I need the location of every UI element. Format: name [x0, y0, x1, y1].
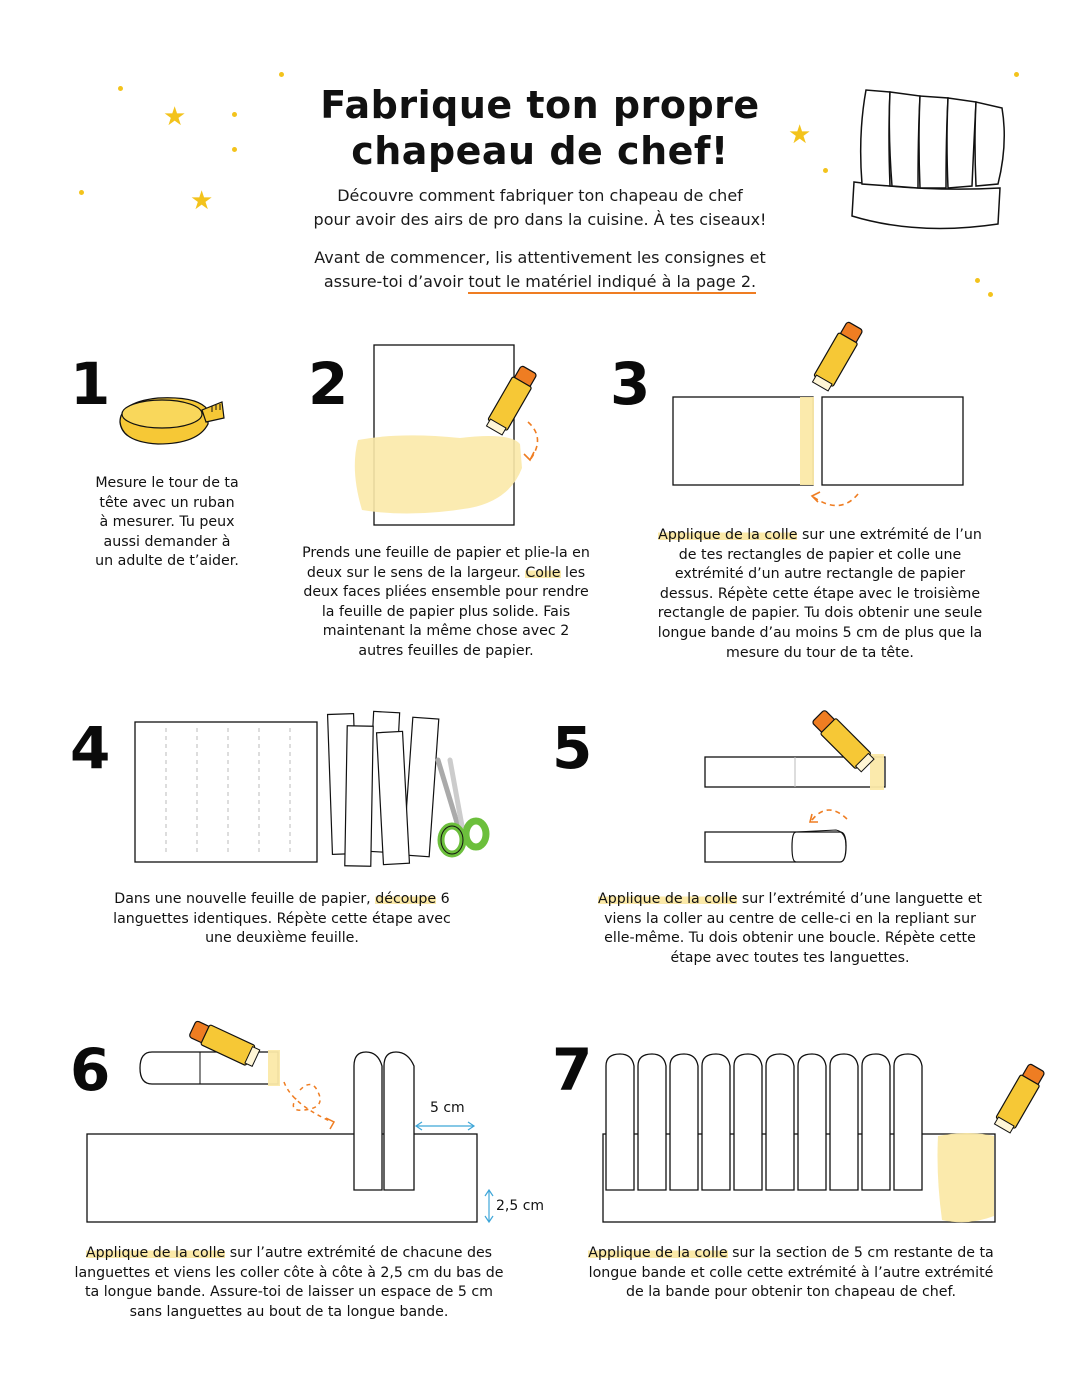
step-2-highlight: Colle: [525, 564, 561, 581]
step-4-text-end: 6 languettes identiques. Répète cette étape avec une deuxième feuille.: [113, 891, 451, 947]
dot-decoration: [232, 147, 237, 152]
glue-stick-icon: [986, 1060, 1056, 1140]
label-2-5cm: 2,5 cm: [496, 1198, 545, 1214]
step-number-7: 7: [552, 1036, 593, 1104]
step-2-description: [300, 544, 592, 662]
step-7-text: sur la section de 5 cm restante de ta longue bande et colle cette extrémité à l’autre extrémité de la bande pour obtenir ton chapeau de chef.: [588, 1245, 994, 1301]
step-number-1: 1: [70, 350, 111, 418]
intro-2-text: assure-toi d’avoir: [323, 272, 469, 291]
step-6-highlight: Applique de la colle: [85, 1245, 226, 1261]
intro-2-line-1: Avant de commencer, lis attentivement les consignes et: [314, 248, 766, 267]
step-3-description: [652, 526, 988, 663]
step-4-description: [112, 890, 452, 949]
step-5-description: [592, 890, 988, 968]
intro-1-line-2: pour avoir des airs de pro dans la cuisine. À tes ciseaux!: [313, 210, 767, 229]
title-line-2: chapeau de chef!: [351, 129, 729, 173]
glue-stick-icon: [804, 318, 874, 398]
chef-hat-icon: [848, 84, 1028, 234]
intro-2-line-2: [260, 270, 820, 294]
step-3-text: sur une extrémité de l’un de tes rectangles de papier et colle une extrémité d’un autre rectangle de papier dessus. Répète cette étape avec le troisième rectangle de papier. Tu dois obtenir une seule longue bande d’au moins 5 cm de plus que la mesure du tour de ta tête.: [657, 527, 983, 661]
step-5-highlight: Applique de la colle: [597, 891, 738, 907]
step-7-highlight: Applique de la colle: [588, 1245, 728, 1261]
star-icon: ★: [190, 186, 214, 216]
scissors-icon: [428, 756, 498, 866]
step-number-4: 4: [70, 714, 111, 782]
step-2-text-end: les deux faces pliées ensemble pour rendre la feuille de papier plus solide. Fais maintenant la même chose avec 2 autres feuilles de papier.: [303, 564, 589, 659]
dot-decoration: [232, 112, 237, 117]
dot-decoration: [279, 72, 284, 77]
intro-paragraph-2: [260, 246, 820, 294]
step-number-2: 2: [308, 350, 349, 418]
step-7-description: [580, 1244, 1002, 1303]
page-title: [250, 82, 830, 174]
step-6-text: sur l’autre extrémité de chacune des languettes et viens les coller côte à côte à 2,5 cm du bas de ta longue bande. Assure-toi de laisser un espace de 5 cm sans languettes au bout de ta longue bande.: [74, 1245, 504, 1320]
materials-link[interactable]: tout le matériel indiqué à la page 2.: [468, 272, 756, 294]
dot-decoration: [118, 86, 123, 91]
glue-stick-icon: [186, 1012, 266, 1072]
star-icon: ★: [788, 120, 812, 150]
dot-decoration: [79, 190, 84, 195]
step-number-3: 3: [610, 350, 651, 418]
label-5cm: 5 cm: [430, 1100, 465, 1116]
star-icon: ★: [163, 102, 187, 132]
step-5-text: sur l’extrémité d’une languette et viens la coller au centre de celle-ci en la repliant sur elle-même. Tu dois obtenir une boucle. Répète cette étape avec toutes tes languettes.: [604, 891, 982, 966]
step-7-illustration: [598, 1046, 1000, 1226]
step-number-5: 5: [552, 714, 593, 782]
step-1-description: Mesure le tour de ta tête avec un ruban à mesurer. Tu peux aussi demander à un adulte de t’aider.: [95, 475, 239, 570]
step-6-illustration: [82, 1040, 502, 1230]
step-2-text: Prends une feuille de papier et plie-la en deux sur le sens de la largeur.: [302, 545, 590, 581]
step-number-6: 6: [70, 1036, 111, 1104]
step-6-description: [68, 1244, 510, 1322]
dot-decoration: [975, 278, 980, 283]
intro-1-line-1: Découvre comment fabriquer ton chapeau de chef: [337, 186, 743, 205]
step-3-highlight: Applique de la colle: [658, 527, 798, 543]
dot-decoration: [988, 292, 993, 297]
title-line-1: Fabrique ton propre: [320, 83, 760, 127]
step-4-highlight: découpe: [375, 891, 437, 907]
step-3-illustration: [668, 392, 968, 512]
glue-stick-icon: [478, 362, 548, 442]
intro-paragraph-1: [260, 184, 820, 232]
glue-stick-icon: [810, 700, 880, 780]
dot-decoration: [1014, 72, 1019, 77]
tape-measure-icon: [118, 392, 228, 452]
step-4-text: Dans une nouvelle feuille de papier,: [114, 891, 376, 907]
